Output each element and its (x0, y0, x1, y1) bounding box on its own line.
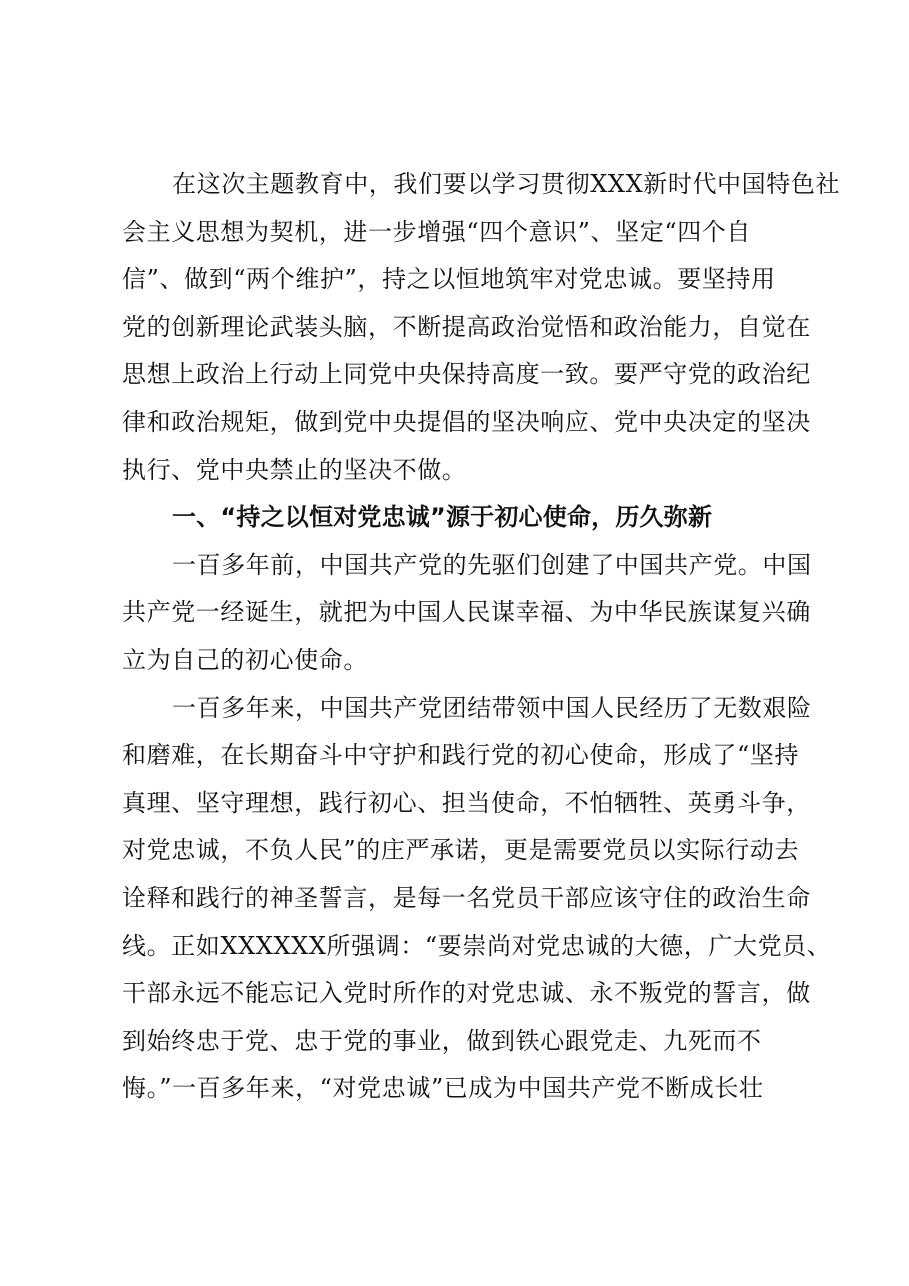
paragraph-line: 一百多年前，中国共产党的先驱们创建了中国共产党。中国 (172, 550, 812, 579)
paragraph-line: 立为自己的初心使命。 (122, 645, 368, 674)
paragraph-line: 执行、党中央禁止的坚决不做。 (122, 455, 467, 484)
paragraph-line: 对党忠诚，不负人民”的庄严承诺，更是需要党员以实际行动去 (122, 836, 800, 865)
paragraph-line: 会主义思想为契机，进一步增强“四个意识”、坚定“四个自 (122, 217, 752, 246)
paragraph-line: 到始终忠于党、忠于党的事业，做到铁心跟党走、九死而不 (122, 1026, 762, 1055)
paragraph-line: 思想上政治上行动上同党中央保持高度一致。要严守党的政治纪 (122, 360, 811, 389)
paragraph-1 (122, 161, 841, 494)
paragraph-line: 信”、做到“两个维护”，持之以恒地筑牢对党忠诚。要坚持用 (122, 265, 776, 294)
paragraph-line: 诠释和践行的神圣誓言，是每一名党员干部应该守住的政治生命 (122, 883, 811, 912)
paragraph-line: 悔。”一百多年来，“对党忠诚”已成为中国共产党不断成长壮 (122, 1074, 764, 1103)
document-body (122, 161, 841, 1113)
section-heading: 一、“持之以恒对党忠诚”源于初心使命，历久弥新 (172, 503, 713, 532)
paragraph-2 (122, 542, 812, 685)
paragraph-line: 律和政治规矩，做到党中央提倡的坚决响应、党中央决定的坚决 (122, 407, 811, 436)
paragraph-line: 一百多年来，中国共产党团结带领中国人民经历了无数艰险 (172, 693, 812, 722)
paragraph-line: 干部永远不能忘记入党时所作的对党忠诚、永不叛党的誓言，做 (122, 979, 811, 1008)
paragraph-line: 和磨难，在长期奋斗中守护和践行党的初心使命，形成了“坚持 (122, 741, 800, 770)
paragraph-line: 共产党一经诞生，就把为中国人民谋幸福、为中华民族谋复兴确 (122, 598, 811, 627)
paragraph-line: 在这次主题教育中，我们要以学习贯彻XXX新时代中国特色社 (172, 170, 841, 198)
paragraph-line: 真理、坚守理想，践行初心、担当使命，不怕牺牲、英勇斗争， (122, 788, 811, 817)
paragraph-line: 线。正如XXXXXX所强调：“要崇尚对党忠诚的大德，广大党员、 (122, 931, 832, 960)
paragraph-line: 党的创新理论武装头脑，不断提高政治觉悟和政治能力，自觉在 (122, 312, 811, 341)
paragraph-3 (122, 685, 832, 1113)
